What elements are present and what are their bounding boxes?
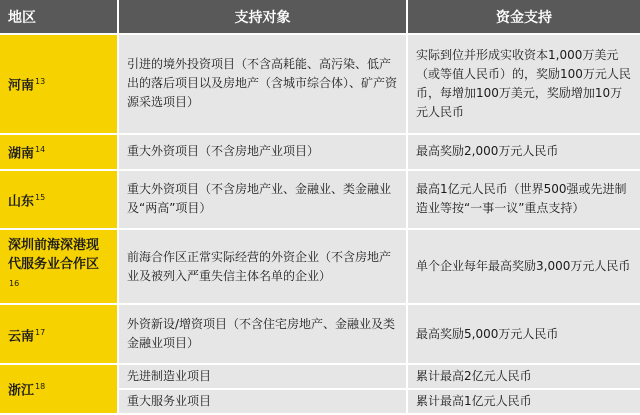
table-row xyxy=(0,34,640,134)
region-name: 湖南 xyxy=(8,146,35,162)
target-cell: 重大外资项目（不含房地产业项目） xyxy=(118,134,407,170)
region-cell xyxy=(0,304,118,364)
fund-cell: 最高奖励2,000万元人民币 xyxy=(407,134,640,170)
region-cell xyxy=(0,170,118,230)
region-cell xyxy=(0,134,118,170)
region-name: 河南 xyxy=(8,78,35,94)
header-region: 地区 xyxy=(0,0,118,34)
region-cell xyxy=(0,34,118,134)
region-cell xyxy=(0,229,118,304)
region-name: 深圳前海深港现代服务业合作区 xyxy=(8,238,100,273)
table-row xyxy=(0,170,640,230)
footnote-ref: 16 xyxy=(9,279,20,289)
fund-cell: 实际到位并形成实收资本1,000万美元（或等值人民币）的，奖励100万元人民币，每增加100万美元，奖励增加10万元人民币 xyxy=(407,34,640,134)
target-cell: 引进的境外投资项目（不含高耗能、高污染、低产出的落后项目以及房地产（含城市综合体）、矿产资源采选项目） xyxy=(118,34,407,134)
fund-cell: 最高奖励5,000万元人民币 xyxy=(407,304,640,364)
target-cell: 外资新设/增资项目（不含住宅房地产、金融业及类金融业项目） xyxy=(118,304,407,364)
fund-cell: 单个企业每年最高奖励3,000万元人民币 xyxy=(407,229,640,304)
footnote-ref: 17 xyxy=(35,327,46,337)
fund-cell: 累计最高2亿元人民币 xyxy=(407,364,640,389)
table-row xyxy=(0,364,640,389)
footnote-ref: 14 xyxy=(35,145,46,154)
footnote-ref: 18 xyxy=(35,382,46,392)
fund-cell: 最高1亿元人民币（世界500强或先进制造业等按“一事一议”重点支持） xyxy=(407,170,640,230)
table-row xyxy=(0,229,640,304)
header-target: 支持对象 xyxy=(118,0,407,34)
target-cell: 先进制造业项目 xyxy=(118,364,407,389)
footnote-ref: 15 xyxy=(35,192,46,202)
table-row xyxy=(0,134,640,170)
target-cell: 重大外资项目（不含房地产业、金融业、类金融业及“两高”项目） xyxy=(118,170,407,230)
footnote-ref: 13 xyxy=(35,77,46,87)
region-name: 云南 xyxy=(8,328,35,344)
table-row xyxy=(0,304,640,364)
target-cell: 重大服务业项目 xyxy=(118,389,407,414)
fund-cell: 累计最高1亿元人民币 xyxy=(407,389,640,414)
region-name: 浙江 xyxy=(8,383,35,399)
region-name: 山东 xyxy=(8,194,35,210)
target-cell: 前海合作区正常实际经营的外资企业（不含房地产业及被列入严重失信主体名单的企业） xyxy=(118,229,407,304)
region-cell xyxy=(0,364,118,414)
header-fund: 资金支持 xyxy=(407,0,640,34)
table-header-row xyxy=(0,0,640,34)
